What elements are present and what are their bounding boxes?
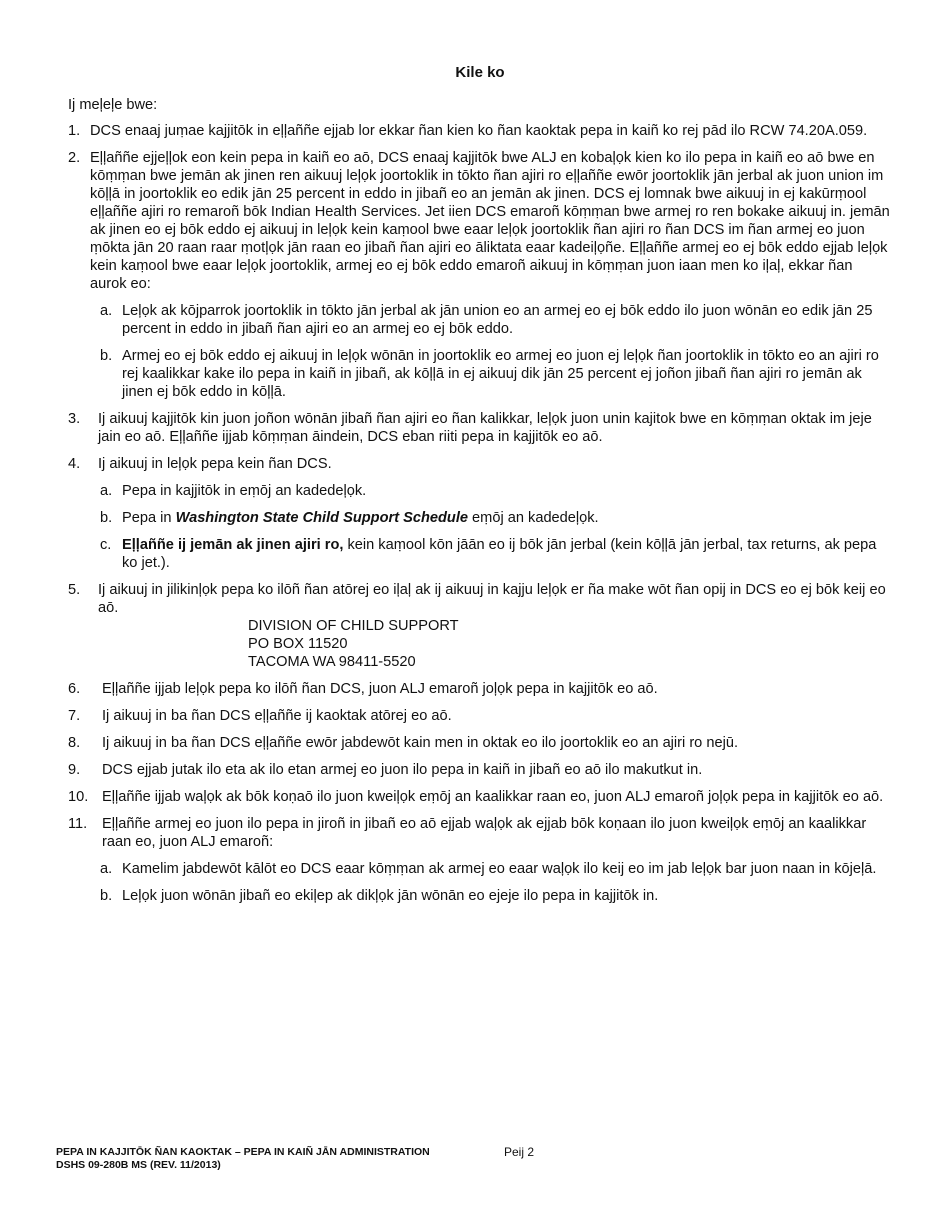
sub-item-letter: a. [100, 861, 113, 877]
footer-form-title: PEPA IN KAJJITŌK ÑAN KAOKTAK – PEPA IN KAIÑ JĀN ADMINISTRATION [56, 1146, 430, 1158]
item-number: 3. [68, 411, 81, 427]
item-text: Ij aikuuj kajjitōk kin juon joñon wōnān jibañ ñan ajiri eo ñan kalikkar, leļọk juon unin kajitok bwe en kōṃṃan oktak im jeje jain eo aō. Eļļaññe ijjab kōṃṃan āindein, DCS eban riiti pepa in kajjitōk eo aō. [98, 411, 872, 445]
sub-item-prefix: Pepa in [122, 510, 176, 526]
address-line: DIVISION OF CHILD SUPPORT [248, 618, 459, 634]
sub-item-bold-lead: Eļļaññe ij jemān ak jinen ajiri ro, [122, 537, 344, 553]
document-body [68, 96, 890, 914]
item-number: 10. [68, 789, 89, 805]
item-text: Ij aikuuj in leļọk pepa kein ñan DCS. [98, 456, 332, 472]
sub-item-11a [68, 860, 890, 878]
sub-item-letter: b. [100, 888, 113, 904]
list-item-3 [68, 410, 890, 446]
sub-item-11b [68, 887, 890, 905]
list-item-1 [68, 122, 890, 140]
item-number: 6. [68, 681, 81, 697]
sub-item-suffix: eṃōj an kadedeļọk. [468, 510, 599, 526]
form-footer [56, 1146, 430, 1172]
sub-item-text: Armej eo ej bōk eddo ej aikuuj in leļọk wōnān in joortoklik eo armej eo juon ej leļọk ñan joortoklik in tōkto eo an ajiri ro rej kaalikkar kake ilo pepa in kaiñ in jibañ, ak kōļļā in ej aikuuj dik jān 25 percent ej joñon jibañ ñan ajiri ro jemān ak jinen ej bōk eddo in kōļļā. [122, 348, 879, 400]
item-number: 9. [68, 762, 81, 778]
list-item-6 [68, 680, 890, 698]
sub-item-suffix: kein kaṃool kōn jāān eo ij bōk jān jerbal (kein kōļļā jān jerbal, tax returns, ak pepa ko jet.). [122, 537, 877, 571]
item-text: Eļļaññe ejjeļļok eon kein pepa in kaiñ eo aō, DCS enaaj kajjitōk bwe ALJ en kobaļọk kien ko ilo pepa in kaiñ eo aō bwe en kōṃṃan bwe jemān ak jinen ren aikuuj leļọk joortoklik in tōkto ñan ajiri ro eļļaññe ewōr joortoklik jān jerbal ak juon union im kōļļā in joortoklik eo edik jān 25 percent in eddo in jibañ eo an jemān ak jinen. DCS ej lomnak bwe aikuuj in ej kakūrṃool eļļaññe ajiri ro remaroñ bōk Indian Health Services. Jet iien DCS emaroñ kōṃṃan bwe armej ro ren bokake aikuuj in. jemān ak jinen eo ej bōk eddo ej aikuuj in leļọk kein kaṃool bwe eaar leļọk joortoklik ñan ajiri ro ñan DCS im ñan armej eo juon ṃōkta jān 20 raan raar ṃotļọk jān raan eo jibañ ñan ajiri eo āliktata eaar kadeiļọñe. Eļļaññe armej eo ej bōk eddo ejjab leļọk kein kaṃool bwe eaar leļọk joortoklik, armej eo ej bōk eddo emaroñ aikuuj in kōṃṃan juon iaan men ko iļaļ, ekkar ñan aurok eo: [90, 150, 890, 292]
sub-item-4b [68, 509, 890, 527]
sub-item-4c [68, 536, 890, 572]
item-number: 8. [68, 735, 81, 751]
page-number: Peij 2 [504, 1145, 535, 1159]
sub-item-letter: b. [100, 510, 113, 526]
sub-item-letter: a. [100, 483, 113, 499]
sub-item-text: Leļọk ak kōjparrok joortoklik in tōkto jān jerbal ak jān union eo an armej eo ej bōk eddo ilo juon wōnān eo edik jān 25 percent in eddo in jibañ ñan ajiri eo an armej eo ej bōk eddo. [122, 303, 873, 337]
address-line: TACOMA WA 98411-5520 [248, 654, 416, 670]
sub-item-text: Pepa in kajjitōk in eṃōj an kadedeļọk. [122, 483, 367, 499]
item-text: Eļļaññe ijjab waļọk ak bōk koṇaō ilo juon kweiļọk eṃōj an kaalikkar raan eo, juon ALJ emaroñ joļọk pepa in kajjitōk eo aō. [102, 789, 884, 805]
list-item-7 [68, 707, 890, 725]
page-title: Kile ko [455, 64, 505, 81]
sub-item-4a [68, 482, 890, 500]
sub-item-letter: b. [100, 348, 113, 364]
sub-item-text: Leļọk juon wōnān jibañ eo ekiļep ak dikļọk jān wōnān eo ejeje ilo pepa in kajjitōk in. [122, 888, 659, 904]
sub-item-letter: a. [100, 303, 113, 319]
item-text: Eļļaññe armej eo juon ilo pepa in jiroñ in jibañ eo aō ejjab waļọk ak ejjab bōk koṇaan ilo juon kweiļọk eṃōj an kaalikkar raan eo, juon ALJ emaroñ: [102, 816, 867, 850]
list-item-2 [68, 149, 890, 293]
list-item-5 [68, 581, 890, 671]
item-text: DCS enaaj juṃae kajjitōk in eļļaññe ejjab lor ekkar ñan kien ko ñan kaoktak pepa in kaiñ ko rej pād ilo RCW 74.20A.059. [90, 123, 868, 139]
item-number: 1. [68, 123, 81, 139]
sub-item-letter: c. [100, 537, 112, 553]
item-text: Eļļaññe ijjab leļọk pepa ko ilōñ ñan DCS, juon ALJ emaroñ joļọk pepa in kajjitōk eo aō. [102, 681, 658, 697]
item-number: 5. [68, 582, 81, 598]
list-item-9 [68, 761, 890, 779]
item-number: 11. [68, 816, 88, 832]
list-item-11 [68, 815, 890, 851]
sub-item-2a [68, 302, 890, 338]
item-text: Ij aikuuj in ba ñan DCS eļļaññe ij kaoktak atōrej eo aō. [102, 708, 452, 724]
item-number: 2. [68, 150, 81, 166]
intro-text: Ij meļeļe bwe: [68, 97, 158, 113]
list-item-4 [68, 455, 890, 473]
sub-item-2b [68, 347, 890, 401]
item-number: 7. [68, 708, 81, 724]
address-line: PO BOX 11520 [248, 636, 348, 652]
sub-item-text: Kamelim jabdewōt kālōt eo DCS eaar kōṃṃan ak armej eo eaar waļọk ilo keij eo im jab leļọk bar juon naan in kōjeļā. [122, 861, 877, 877]
item-text: Ij aikuuj in ba ñan DCS eļļaññe ewōr jabdewōt kain men in oktak eo ilo joortoklik eo an ajiri ro nejū. [102, 735, 738, 751]
item-number: 4. [68, 456, 81, 472]
item-text: Ij aikuuj in jilikinļọk pepa ko ilōñ ñan atōrej eo iļaļ ak ij aikuuj in kajju leļọk er ña make wōt ñan opij in DCS eo ej bōk keij eo aō. [98, 582, 886, 616]
footer-form-number: DSHS 09-280B MS (REV. 11/2013) [56, 1159, 221, 1171]
schedule-title: Washington State Child Support Schedule [175, 510, 468, 526]
mailing-address [98, 617, 890, 671]
list-item-10 [68, 788, 890, 806]
item-text: DCS ejjab jutak ilo eta ak ilo etan armej eo juon ilo pepa in kaiñ in jibañ eo aō ilo makutkut in. [102, 762, 703, 778]
list-item-8 [68, 734, 890, 752]
